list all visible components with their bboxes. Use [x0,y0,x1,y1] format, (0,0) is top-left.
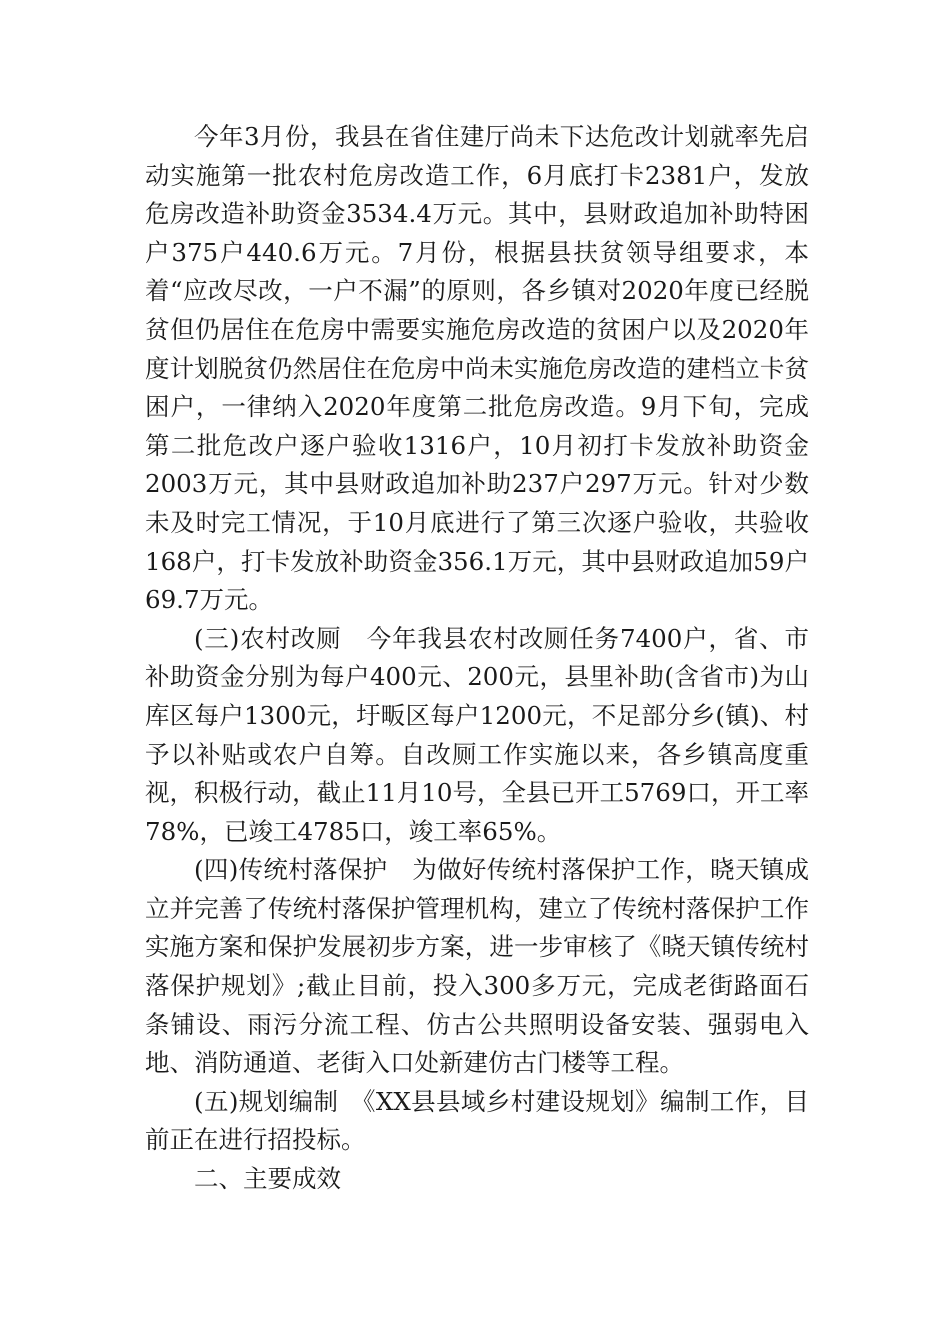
section-heading-main-results: 二、主要成效 [194,1164,341,1194]
paragraph-traditional-village-protection: (四)传统村落保护 为做好传统村落保护工作，晓天镇成立并完善了传统村落保护管理机构，建立了传统村落保护工作实施方案和保护发展初步方案，进一步审核了《晓天镇传统村落保护规划》;截止目前，投入300多万元，完成老街路面石条铺设、雨污分流工程、仿古公共照明设备安装、强弱电入地、消防通道、老街入口处新建仿古门楼等工程。 [145,855,809,1078]
document-page [145,118,809,1199]
paragraph-planning-compilation: (五)规划编制 《XX县县域乡村建设规划》编制工作，目前正在进行招投标。 [145,1086,809,1155]
paragraph-rural-toilet-renovation: (三)农村改厕 今年我县农村改厕任务7400户，省、市补助资金分别为每户400元、200元，县里补助(含省市)为山库区每户1300元，圩畈区每户1200元，不足部分乡(镇)、村予以补贴或农户自筹。自改厕工作实施以来，各乡镇高度重视，积极行动，截止11月10号，全县已开工5769口，开工率78%，已竣工4785口，竣工率65%。 [145,623,809,846]
paragraph-rural-housing-renovation: 今年3月份，我县在省住建厅尚未下达危改计划就率先启动实施第一批农村危房改造工作，6月底打卡2381户，发放危房改造补助资金3534.4万元。其中，县财政追加补助特困户375户440.6万元。7月份，根据县扶贫领导组要求，本着“应改尽改，一户不漏”的原则，各乡镇对2020年度已经脱贫但仍居住在危房中需要实施危房改造的贫困户以及2020年度计划脱贫仍然居住在危房中尚未实施危房改造的建档立卡贫困户，一律纳入2020年度第二批危房改造。9月下旬，完成第二批危改户逐户验收1316户，10月初打卡发放补助资金2003万元，其中县财政追加补助237户297万元。针对少数未及时完工情况，于10月底进行了第三次逐户验收，共验收168户，打卡发放补助资金356.1万元，其中县财政追加59户69.7万元。 [145,122,809,615]
